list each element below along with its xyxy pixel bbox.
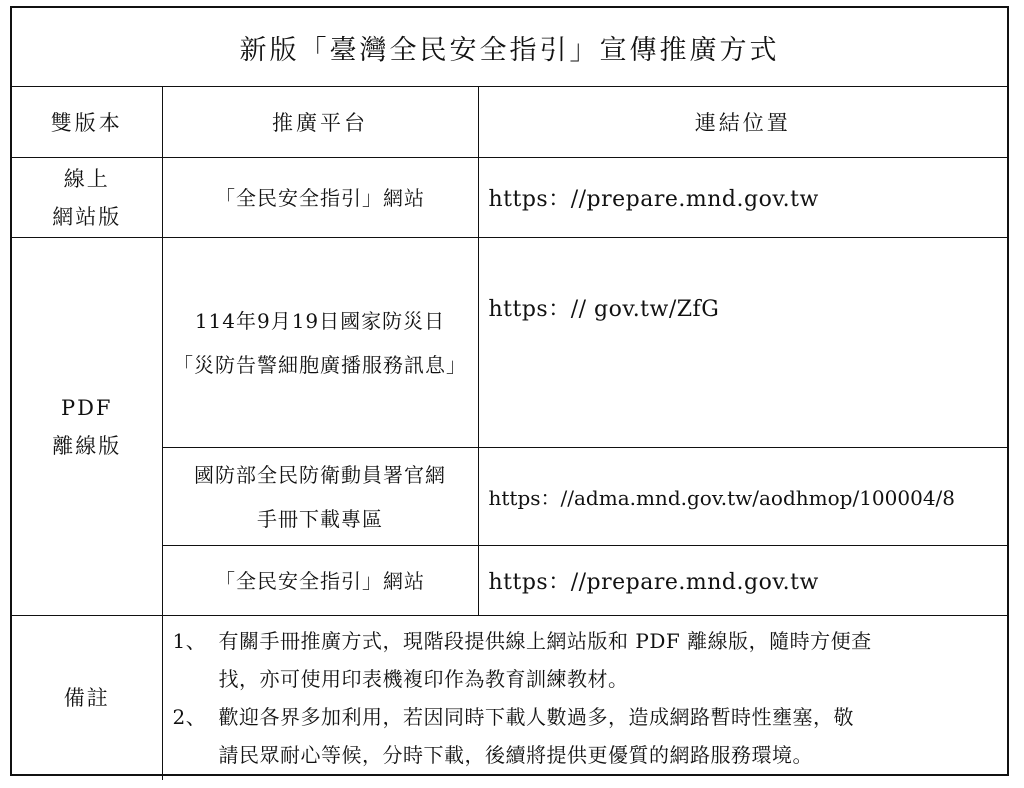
version-pdf [12, 238, 162, 616]
note-number-2: 2、 [172, 705, 207, 729]
platform-pdf-2-line1: 國防部全民防衛動員署官網 [194, 462, 446, 487]
document-title: 新版「臺灣全民安全指引」宣傳推廣方式 [12, 8, 1007, 87]
note-2-line1: 歡迎各界多加利用，若因同時下載人數過多，造成網路暫時性壅塞，敬 [218, 705, 854, 729]
note-text-1 [219, 622, 1000, 698]
link-online[interactable]: https：//prepare.mnd.gov.tw [478, 158, 1007, 238]
table-row-pdf-3 [12, 546, 1007, 616]
platform-pdf-2-line2: 手冊下載專區 [257, 506, 383, 531]
platform-pdf-3: 「全民安全指引」網站 [162, 546, 478, 616]
note-item-2 [173, 698, 1000, 774]
note-1-line2: 找，亦可使用印表機複印作為教育訓練教材。 [218, 667, 629, 691]
table-row-pdf-1 [12, 238, 1007, 448]
note-1-line1: 有關手冊推廣方式，現階段提供線上網站版和 PDF 離線版，隨時方便查 [218, 629, 872, 653]
header-row [12, 87, 1007, 158]
link-pdf-2[interactable]: https：//adma.mnd.gov.tw/aodhmop/100004/8 [478, 448, 1007, 546]
platform-pdf-1-line1: 114年9月19日國家防災日 [194, 308, 446, 333]
notes-content [162, 616, 1007, 781]
link-pdf-1[interactable]: https：// gov.tw/ZfG [478, 238, 1007, 448]
version-online-line2: 網站版 [52, 204, 122, 229]
note-text-2 [219, 698, 1000, 774]
table-row-pdf-2 [12, 448, 1007, 546]
version-online [12, 158, 162, 238]
table-row-notes [12, 616, 1007, 781]
header-version: 雙版本 [12, 87, 162, 158]
title-row [12, 8, 1007, 87]
note-2-line2: 請民眾耐心等候，分時下載，後續將提供更優質的網路服務環境。 [218, 743, 813, 767]
platform-pdf-1 [162, 238, 478, 448]
notes-label: 備註 [12, 616, 162, 781]
promotion-table [12, 8, 1007, 780]
link-pdf-3[interactable]: https：//prepare.mnd.gov.tw [478, 546, 1007, 616]
version-online-line1: 線上 [63, 166, 110, 191]
document-frame [10, 6, 1009, 776]
header-link: 連結位置 [478, 87, 1007, 158]
version-pdf-line2: 離線版 [52, 433, 122, 458]
note-number-1: 1、 [172, 629, 207, 653]
header-platform: 推廣平台 [162, 87, 478, 158]
platform-pdf-2 [162, 448, 478, 546]
note-item-1 [173, 622, 1000, 698]
table-row-online [12, 158, 1007, 238]
version-pdf-line1: PDF [60, 395, 113, 420]
platform-pdf-1-line2: 「災防告警細胞廣播服務訊息」 [173, 352, 467, 377]
platform-online: 「全民安全指引」網站 [162, 158, 478, 238]
